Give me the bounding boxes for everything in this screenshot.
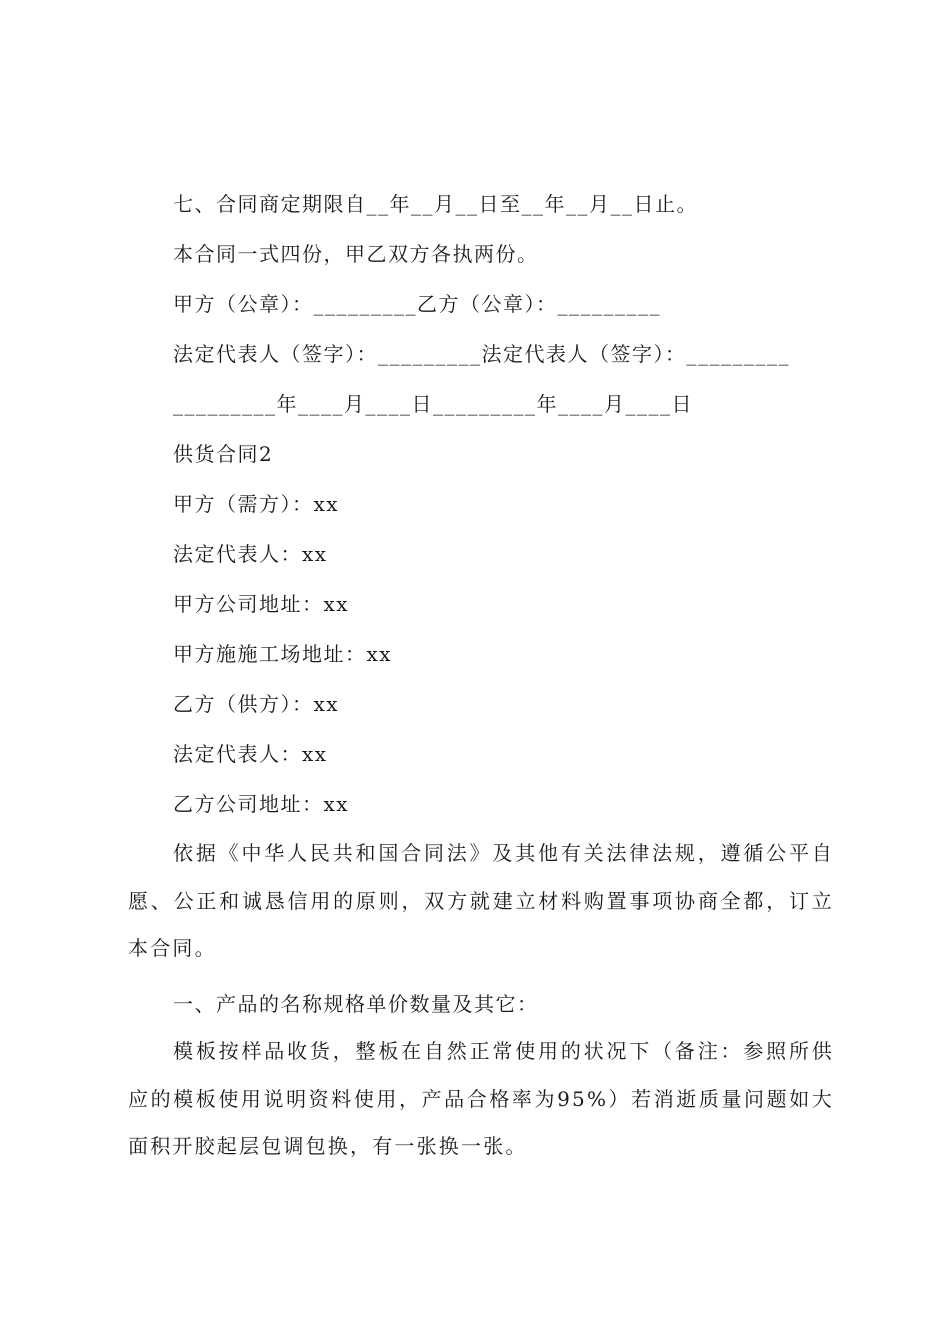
- representative-signature-line: 法定代表人（签字）：_________法定代表人（签字）：_________: [173, 342, 790, 366]
- copies-line: 本合同一式四份，甲乙双方各执两份。: [173, 242, 539, 266]
- party-a-line: 甲方（需方）：xx: [173, 492, 340, 516]
- party-a-address-line: 甲方公司地址：xx: [173, 592, 350, 616]
- contract-2-title: 供货合同2: [173, 442, 274, 466]
- party-a-site-address-line: 甲方施施工场地址：xx: [173, 642, 393, 666]
- party-b-representative-line: 法定代表人：xx: [173, 742, 328, 766]
- party-b-line: 乙方（供方）：xx: [173, 692, 340, 716]
- party-b-address-line: 乙方公司地址：xx: [173, 792, 350, 816]
- signing-date-line: _________年____月____日_________年____月____日: [173, 392, 693, 416]
- quality-terms-paragraph: 模板按样品收货，整板在自然正常使用的状况下（备注：参照所供应的模板使用说明资料使用，产品合格率为95%）若消逝质量问题如大面积开胶起层包调包换，有一张换一张。: [128, 1039, 834, 1158]
- seals-line: 甲方（公章）：_________乙方（公章）：_________: [173, 292, 661, 316]
- legal-basis-paragraph: 依据《中华人民共和国合同法》及其他有关法律法规，遵循公平自愿、公正和诚恳信用的原则，双方就建立材料购置事项协商全都，订立本合同。: [128, 841, 834, 960]
- party-a-representative-line: 法定代表人：xx: [173, 542, 328, 566]
- section-1-heading: 一、产品的名称规格单价数量及其它：: [173, 992, 539, 1016]
- contract-term-line: 七、合同商定期限自__年__月__日至__年__月__日止。: [173, 192, 698, 216]
